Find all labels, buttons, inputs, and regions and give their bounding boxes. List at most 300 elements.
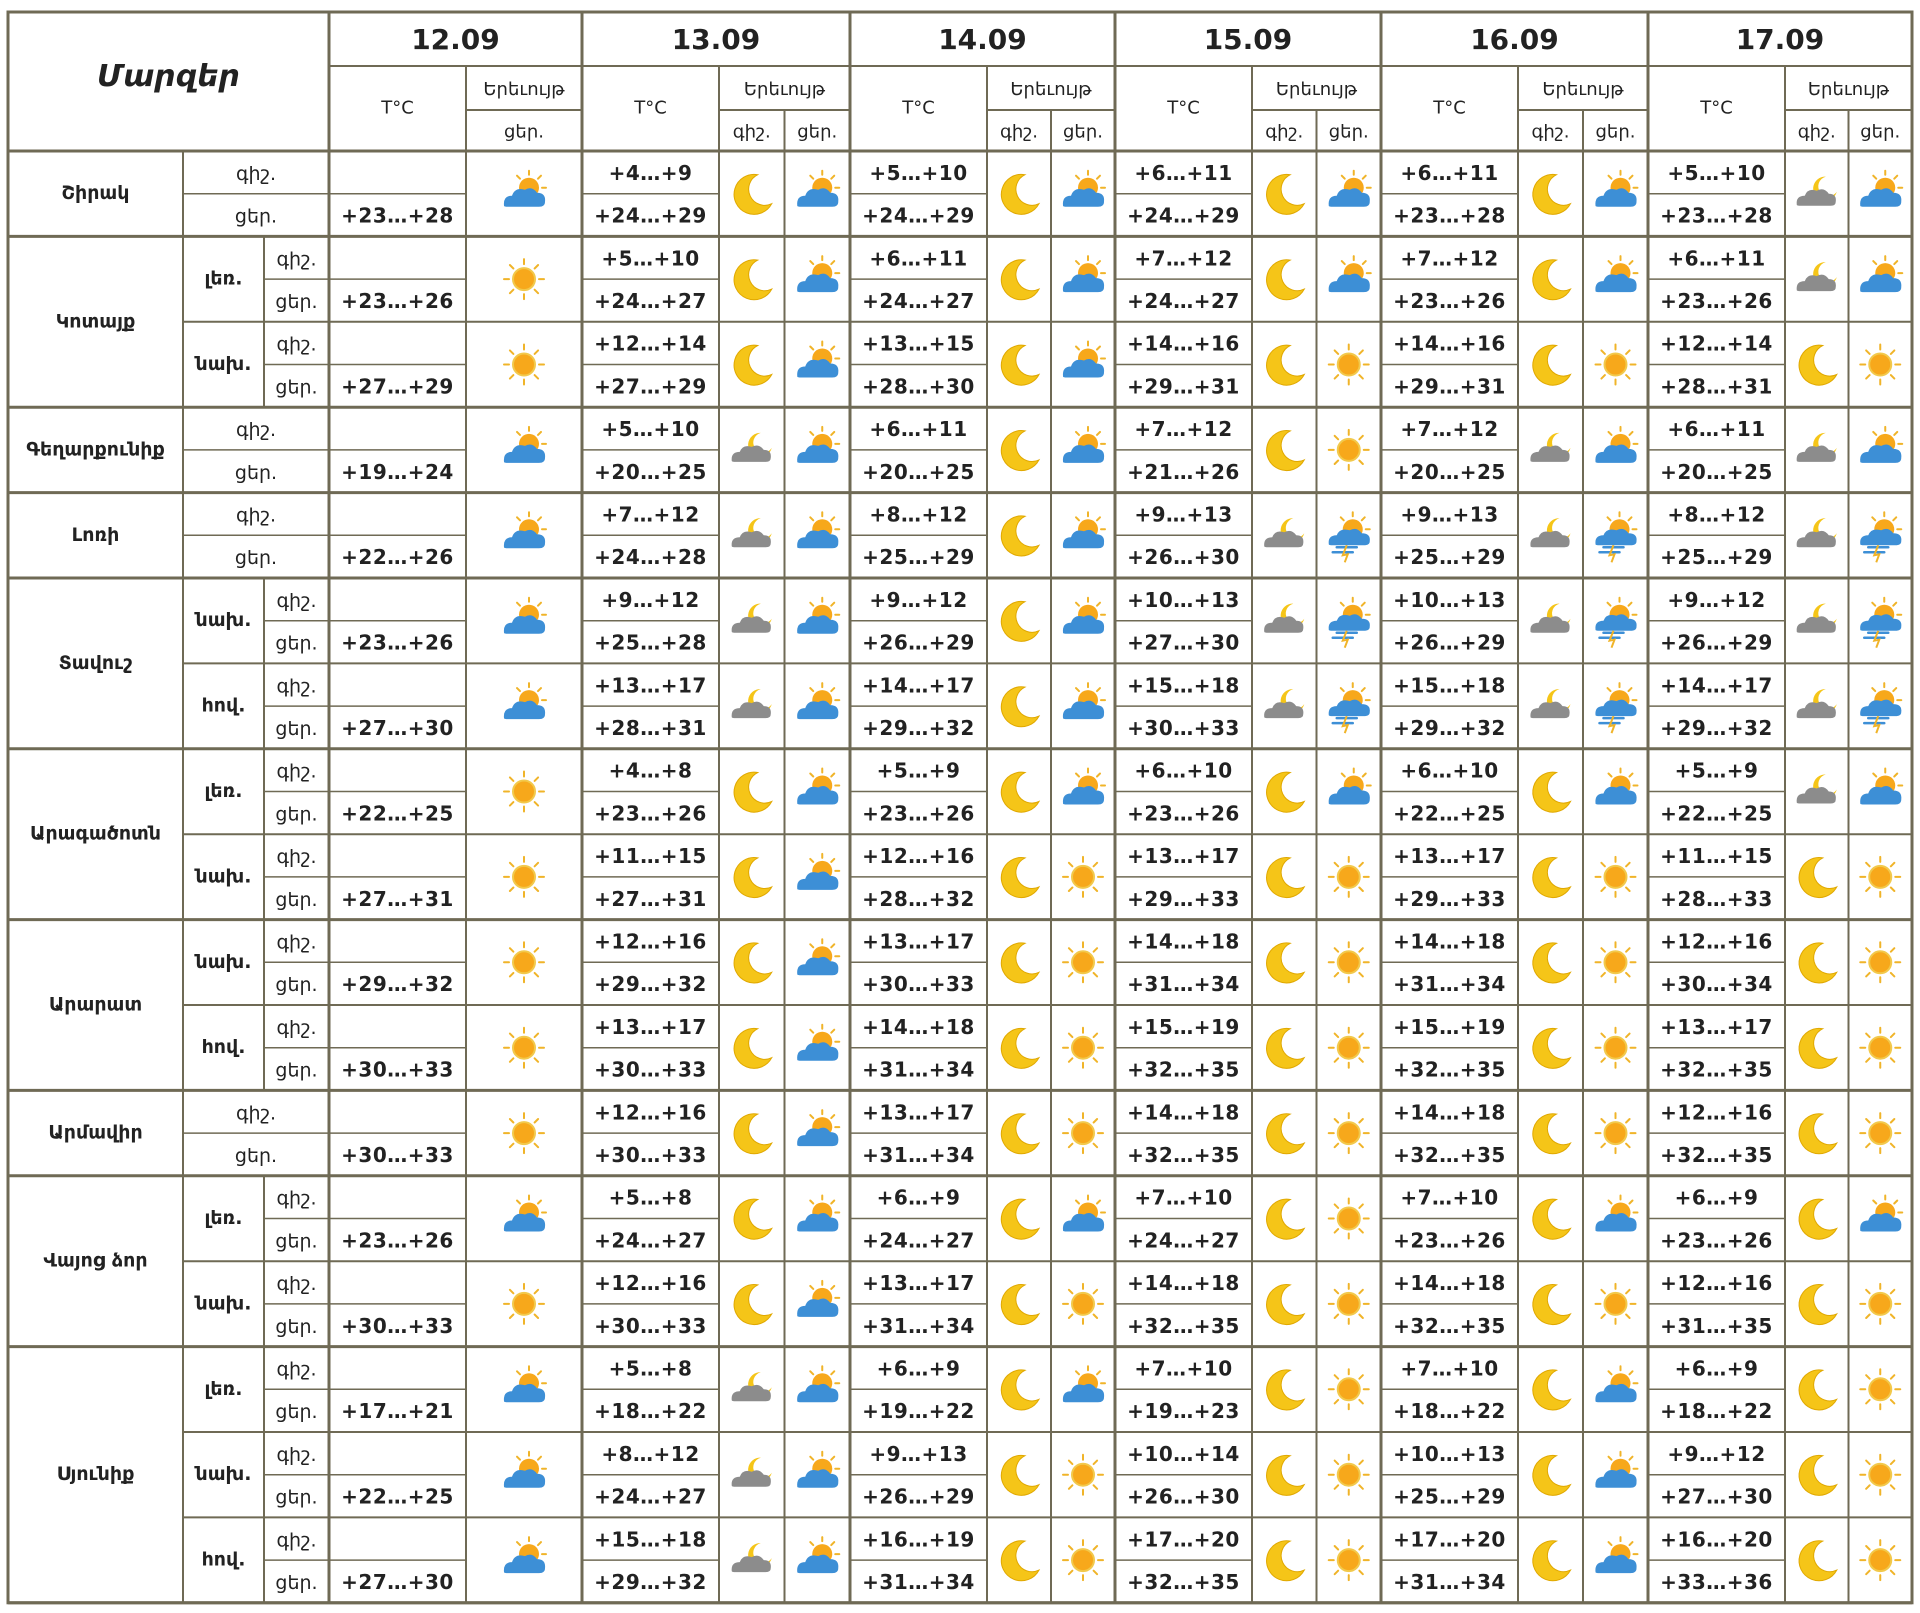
moon-icon — [1267, 1285, 1305, 1325]
weather-column-header: Երեւույթ — [1807, 79, 1890, 100]
night-temperature: +13…+17 — [862, 1100, 975, 1125]
night-temperature: +9…+12 — [1667, 587, 1766, 612]
day-temperature: +25…+29 — [1660, 545, 1773, 570]
region-name: Արարատ — [48, 993, 143, 1016]
night-temperature: +9…+13 — [869, 1441, 968, 1466]
sub-zone-label: նախ. — [195, 950, 252, 973]
night-temperature: +9…+13 — [1134, 502, 1233, 527]
partly-cloudy-icon — [1329, 256, 1371, 292]
sun-icon — [1063, 1455, 1103, 1495]
moon-icon — [1799, 345, 1837, 385]
partly-cloudy-icon — [1595, 171, 1637, 207]
night-temperature: +14…+16 — [1393, 331, 1506, 356]
sun-icon — [1063, 942, 1103, 982]
day-temperature: +29…+31 — [1393, 374, 1506, 399]
moon-icon — [1001, 687, 1039, 727]
night-temperature: +8…+12 — [601, 1441, 700, 1466]
day-temperature: +23…+28 — [1660, 203, 1773, 228]
weather-column-header: Երեւույթ — [483, 79, 565, 100]
moon-icon — [1799, 1285, 1837, 1325]
day-row-label: ցեր. — [275, 803, 318, 826]
day-temperature: +29…+32 — [862, 715, 975, 740]
night-temperature: +12…+16 — [862, 844, 975, 869]
sun-icon — [1329, 1199, 1369, 1239]
sun-icon — [1063, 1540, 1103, 1580]
thunder-cloud-icon — [1860, 683, 1901, 733]
night-temperature: +12…+16 — [594, 1100, 707, 1125]
sun-icon — [504, 1028, 544, 1068]
night-temperature: +10…+13 — [1393, 1441, 1506, 1466]
moon-icon — [1267, 772, 1305, 812]
partly-cloudy-icon — [797, 598, 839, 634]
day-temperature: +31…+34 — [862, 1313, 975, 1338]
day-temperature: +24…+29 — [594, 203, 707, 228]
region-name: Սյունիք — [56, 1463, 135, 1486]
temp-column-header: T°C — [1167, 97, 1200, 119]
night-row-label: գիշ. — [235, 419, 277, 442]
region-name: Շիրակ — [61, 182, 130, 205]
day-temperature: +23…+28 — [341, 203, 454, 228]
night-cloudy-icon — [1530, 518, 1570, 547]
day-temperature: +30…+33 — [341, 1057, 454, 1082]
day-temperature: +29…+32 — [594, 972, 707, 997]
moon-icon — [734, 174, 772, 214]
day-temperature: +28…+30 — [862, 374, 975, 399]
temp-column-header: T°C — [634, 97, 667, 119]
moon-icon — [1267, 1028, 1305, 1068]
night-temperature: +12…+16 — [594, 929, 707, 954]
moon-icon — [1267, 345, 1305, 385]
sun-icon — [1329, 942, 1369, 982]
partly-cloudy-icon — [797, 256, 839, 292]
partly-cloudy-icon — [1063, 427, 1105, 463]
partly-cloudy-icon — [797, 854, 839, 890]
sun-icon — [504, 857, 544, 897]
weather-column-header: Երեւույթ — [1275, 79, 1358, 100]
night-row-label: գիշ. — [276, 1443, 317, 1466]
partly-cloudy-icon — [1063, 769, 1105, 805]
day-temperature: +32…+35 — [1393, 1313, 1506, 1338]
moon-icon — [1001, 260, 1039, 300]
day-row-label: ցեր. — [275, 1401, 318, 1424]
day-temperature: +30…+33 — [341, 1142, 454, 1167]
moon-icon — [1267, 1199, 1305, 1239]
moon-icon — [734, 1028, 772, 1068]
partly-cloudy-icon — [1860, 769, 1902, 805]
sub-zone-label: լեռ. — [204, 1207, 243, 1229]
day-temperature: +23…+26 — [1393, 288, 1506, 313]
weather-column-header: Երեւույթ — [1010, 79, 1092, 100]
moon-icon — [1799, 1199, 1837, 1239]
moon-icon — [1533, 1455, 1571, 1495]
temp-column-header: T°C — [1700, 97, 1733, 119]
night-cloudy-icon — [1530, 689, 1570, 718]
thunder-cloud-icon — [1860, 598, 1901, 648]
night-temperature: +6…+11 — [1400, 160, 1499, 185]
partly-cloudy-icon — [797, 1110, 839, 1146]
date-header: 12.09 — [411, 23, 500, 56]
night-row-label: գիշ. — [276, 1187, 317, 1210]
sun-icon — [1860, 1455, 1900, 1495]
day-temperature: +25…+29 — [862, 545, 975, 570]
day-temperature: +23…+26 — [1127, 801, 1240, 826]
partly-cloudy-icon — [1063, 171, 1105, 207]
partly-cloudy-icon — [797, 939, 839, 975]
day-temperature: +28…+33 — [1660, 886, 1773, 911]
night-temperature: +14…+18 — [1127, 1271, 1240, 1296]
night-temperature: +6…+11 — [1667, 246, 1766, 271]
moon-icon — [1533, 1114, 1571, 1154]
day-temperature: +27…+31 — [341, 886, 454, 911]
night-temperature: +15…+18 — [1127, 673, 1240, 698]
night-temperature: +9…+12 — [1667, 1441, 1766, 1466]
moon-icon — [1267, 174, 1305, 214]
day-temperature: +26…+29 — [862, 1484, 975, 1509]
day-temperature: +30…+33 — [1127, 715, 1240, 740]
night-temperature: +8…+12 — [1667, 502, 1766, 527]
night-temperature: +5…+10 — [601, 246, 700, 271]
sun-icon — [1329, 857, 1369, 897]
moon-icon — [1533, 943, 1571, 983]
temp-column-header: T°C — [1433, 97, 1466, 119]
night-temperature: +6…+10 — [1134, 758, 1233, 783]
sun-icon — [1860, 857, 1900, 897]
sun-icon — [1329, 1369, 1369, 1409]
day-temperature: +27…+30 — [341, 1569, 454, 1594]
partly-cloudy-icon — [797, 512, 839, 548]
moon-icon — [1001, 431, 1039, 471]
day-temperature: +32…+35 — [1127, 1057, 1240, 1082]
day-row-label: ցեր. — [275, 888, 318, 911]
sun-icon — [1063, 1284, 1103, 1324]
night-temperature: +13…+17 — [1393, 844, 1506, 869]
day-temperature: +27…+29 — [594, 374, 707, 399]
table-title: Մարզեր — [97, 59, 240, 94]
partly-cloudy-icon — [1595, 1196, 1637, 1232]
night-temperature: +7…+12 — [1134, 246, 1233, 271]
night-cloudy-icon — [732, 433, 772, 462]
night-temperature: +7…+12 — [1134, 417, 1233, 442]
weather-column-header: Երեւույթ — [1542, 79, 1624, 100]
day-temperature: +31…+34 — [862, 1142, 975, 1167]
day-temperature: +24…+29 — [862, 203, 975, 228]
partly-cloudy-icon — [1329, 171, 1371, 207]
day-temperature: +29…+32 — [594, 1569, 707, 1594]
night-temperature: +13…+17 — [862, 929, 975, 954]
night-cloudy-icon — [732, 604, 772, 633]
day-temperature: +31…+34 — [1127, 972, 1240, 997]
moon-icon — [1001, 516, 1039, 556]
day-temperature: +29…+33 — [1393, 886, 1506, 911]
day-temperature: +26…+29 — [862, 630, 975, 655]
sun-icon — [1596, 942, 1636, 982]
night-temperature: +13…+17 — [1660, 1014, 1773, 1039]
night-temperature: +13…+17 — [1127, 844, 1240, 869]
night-temperature: +6…+9 — [876, 1185, 961, 1210]
day-row-label: ցեր. — [275, 376, 318, 399]
sun-icon — [1860, 345, 1900, 385]
partly-cloudy-icon — [1063, 683, 1105, 719]
day-row-label: ցեր. — [275, 1315, 318, 1338]
night-cloudy-icon — [732, 1543, 772, 1572]
sub-zone-label: լեռ. — [204, 780, 243, 802]
day-temperature: +20…+25 — [594, 459, 707, 484]
partly-cloudy-icon — [1063, 342, 1105, 378]
day-temperature: +18…+22 — [1393, 1399, 1506, 1424]
night-temperature: +5…+10 — [869, 160, 968, 185]
sun-icon — [1063, 1028, 1103, 1068]
sun-icon — [504, 772, 544, 812]
moon-icon — [1533, 772, 1571, 812]
night-temperature: +9…+13 — [1400, 502, 1499, 527]
partly-cloudy-icon — [504, 427, 546, 463]
night-temperature: +6…+11 — [1667, 417, 1766, 442]
moon-icon — [1001, 345, 1039, 385]
day-temperature: +26…+29 — [1660, 630, 1773, 655]
region-name: Տավուշ — [58, 651, 133, 674]
night-temperature: +7…+12 — [1400, 246, 1499, 271]
moon-icon — [1001, 1199, 1039, 1239]
day-temperature: +25…+29 — [1393, 1484, 1506, 1509]
partly-cloudy-icon — [797, 1196, 839, 1232]
thunder-cloud-icon — [1595, 683, 1636, 733]
day-temperature: +23…+28 — [1393, 203, 1506, 228]
partly-cloudy-icon — [504, 1537, 546, 1573]
sub-zone-label: նախ. — [195, 1463, 252, 1486]
day-temperature: +17…+21 — [341, 1399, 454, 1424]
thunder-cloud-icon — [1329, 683, 1370, 733]
night-temperature: +11…+15 — [1660, 844, 1773, 869]
day-temperature: +24…+27 — [594, 1228, 707, 1253]
day-temperature: +27…+31 — [594, 886, 707, 911]
night-temperature: +14…+18 — [862, 1014, 975, 1039]
sub-zone-label: հով. — [201, 1548, 246, 1571]
night-row-label: գիշ. — [276, 333, 317, 356]
moon-icon — [734, 345, 772, 385]
day-temperature: +19…+22 — [862, 1399, 975, 1424]
partly-cloudy-icon — [1595, 1366, 1637, 1402]
thunder-cloud-icon — [1595, 512, 1636, 562]
sun-icon — [1329, 1028, 1369, 1068]
sun-icon — [504, 942, 544, 982]
weather-column-header: Երեւույթ — [743, 79, 826, 100]
night-row-label: գիշ. — [276, 1358, 317, 1381]
day-column-header: ցեր. — [1860, 121, 1901, 143]
date-header: 16.09 — [1470, 23, 1559, 56]
region-name: Վայոց ձոր — [43, 1249, 148, 1272]
day-temperature: +29…+32 — [341, 972, 454, 997]
night-temperature: +15…+18 — [594, 1527, 707, 1552]
moon-icon — [734, 772, 772, 812]
night-temperature: +12…+16 — [1660, 1271, 1773, 1296]
night-temperature: +7…+10 — [1400, 1185, 1499, 1210]
night-cloudy-icon — [732, 518, 772, 547]
night-temperature: +5…+9 — [1674, 758, 1759, 783]
night-temperature: +6…+11 — [869, 417, 968, 442]
moon-icon — [1267, 431, 1305, 471]
moon-icon — [734, 858, 772, 898]
date-header: 17.09 — [1735, 23, 1825, 56]
region-name: Կոտայք — [55, 310, 136, 333]
moon-icon — [1533, 345, 1571, 385]
night-temperature: +7…+12 — [601, 502, 700, 527]
thunder-cloud-icon — [1329, 512, 1370, 562]
partly-cloudy-icon — [504, 512, 546, 548]
sun-icon — [1329, 430, 1369, 470]
moon-icon — [734, 1285, 772, 1325]
night-cloudy-icon — [732, 1458, 772, 1487]
partly-cloudy-icon — [1063, 598, 1105, 634]
sun-icon — [1329, 1113, 1369, 1153]
day-temperature: +30…+33 — [594, 1142, 707, 1167]
partly-cloudy-icon — [1595, 769, 1637, 805]
partly-cloudy-icon — [797, 1537, 839, 1573]
night-temperature: +13…+17 — [862, 1271, 975, 1296]
day-temperature: +33…+36 — [1660, 1569, 1773, 1594]
sun-icon — [1596, 857, 1636, 897]
day-row-label: ցեր. — [234, 547, 278, 570]
thunder-cloud-icon — [1595, 598, 1636, 648]
sub-zone-label: նախ. — [195, 865, 252, 888]
sun-icon — [1329, 345, 1369, 385]
day-temperature: +32…+35 — [1660, 1142, 1773, 1167]
day-row-label: ցեր. — [275, 632, 318, 655]
sun-icon — [1596, 1284, 1636, 1324]
night-temperature: +4…+8 — [608, 758, 693, 783]
day-temperature: +22…+25 — [341, 801, 454, 826]
night-cloudy-icon — [1264, 689, 1304, 718]
partly-cloudy-icon — [797, 1281, 839, 1317]
day-temperature: +23…+26 — [341, 288, 454, 313]
sun-icon — [1860, 1540, 1900, 1580]
day-temperature: +24…+29 — [1127, 203, 1240, 228]
day-temperature: +18…+22 — [1660, 1399, 1773, 1424]
day-temperature: +22…+26 — [341, 545, 454, 570]
day-row-label: ցեր. — [234, 1144, 278, 1167]
day-temperature: +31…+35 — [1660, 1313, 1773, 1338]
day-temperature: +29…+33 — [1127, 886, 1240, 911]
partly-cloudy-icon — [797, 1025, 839, 1061]
moon-icon — [734, 943, 772, 983]
night-cloudy-icon — [732, 1372, 772, 1401]
day-row-label: ցեր. — [275, 1571, 318, 1594]
day-temperature: +30…+34 — [1660, 972, 1773, 997]
moon-icon — [1799, 1028, 1837, 1068]
moon-icon — [1533, 174, 1571, 214]
thunder-cloud-icon — [1860, 512, 1901, 562]
night-column-header: գիշ. — [1000, 121, 1038, 143]
moon-icon — [1799, 858, 1837, 898]
day-column-header: ցեր. — [1595, 121, 1636, 143]
moon-icon — [1001, 1114, 1039, 1154]
moon-icon — [1799, 1541, 1837, 1581]
night-temperature: +14…+17 — [862, 673, 975, 698]
night-temperature: +14…+17 — [1660, 673, 1773, 698]
moon-icon — [1267, 1455, 1305, 1495]
night-temperature: +12…+16 — [594, 1271, 707, 1296]
day-column-header: ցեր. — [1063, 121, 1103, 143]
moon-icon — [1001, 1370, 1039, 1410]
day-temperature: +26…+29 — [1393, 630, 1506, 655]
night-row-label: գիշ. — [276, 1529, 317, 1552]
night-temperature: +15…+18 — [1393, 673, 1506, 698]
night-temperature: +14…+18 — [1127, 929, 1240, 954]
sun-icon — [504, 1284, 544, 1324]
sub-zone-label: նախ. — [195, 1292, 252, 1315]
day-temperature: +29…+31 — [1127, 374, 1240, 399]
sun-icon — [1063, 857, 1103, 897]
day-temperature: +22…+25 — [341, 1484, 454, 1509]
night-cloudy-icon — [1797, 518, 1837, 547]
day-temperature: +24…+28 — [594, 545, 707, 570]
night-temperature: +13…+17 — [594, 673, 707, 698]
partly-cloudy-icon — [797, 1452, 839, 1488]
partly-cloudy-icon — [504, 1196, 546, 1232]
day-temperature: +28…+31 — [594, 715, 707, 740]
day-temperature: +30…+33 — [862, 972, 975, 997]
partly-cloudy-icon — [797, 342, 839, 378]
day-column-header: ցեր. — [797, 121, 838, 143]
date-header: 14.09 — [938, 23, 1027, 56]
partly-cloudy-icon — [504, 171, 546, 207]
day-temperature: +24…+27 — [862, 1228, 975, 1253]
night-temperature: +17…+20 — [1393, 1527, 1506, 1552]
day-temperature: +32…+35 — [1127, 1313, 1240, 1338]
temp-column-header: T°C — [381, 97, 414, 119]
sun-icon — [1860, 1028, 1900, 1068]
moon-icon — [1001, 1455, 1039, 1495]
day-temperature: +26…+30 — [1127, 1484, 1240, 1509]
sun-icon — [1596, 1028, 1636, 1068]
moon-icon — [1799, 1370, 1837, 1410]
night-cloudy-icon — [1530, 604, 1570, 633]
day-temperature: +27…+30 — [1660, 1484, 1773, 1509]
moon-icon — [1267, 1114, 1305, 1154]
night-temperature: +7…+12 — [1400, 417, 1499, 442]
night-cloudy-icon — [1797, 262, 1837, 291]
sun-icon — [1860, 942, 1900, 982]
night-temperature: +16…+20 — [1660, 1527, 1773, 1552]
partly-cloudy-icon — [1595, 1537, 1637, 1573]
day-temperature: +20…+25 — [862, 459, 975, 484]
day-row-label: ցեր. — [275, 1486, 318, 1509]
night-cloudy-icon — [1797, 604, 1837, 633]
sun-icon — [504, 1113, 544, 1153]
day-temperature: +25…+28 — [594, 630, 707, 655]
night-temperature: +7…+10 — [1400, 1356, 1499, 1381]
day-column-header: ցեր. — [504, 121, 544, 143]
sun-icon — [1329, 1540, 1369, 1580]
day-temperature: +31…+34 — [862, 1057, 975, 1082]
sun-icon — [1860, 1284, 1900, 1324]
night-column-header: գիշ. — [1265, 121, 1304, 143]
day-row-label: ցեր. — [234, 205, 278, 228]
moon-icon — [734, 1199, 772, 1239]
moon-icon — [1001, 1285, 1039, 1325]
night-temperature: +12…+16 — [1660, 1100, 1773, 1125]
sub-zone-label: լեռ. — [204, 267, 243, 290]
night-row-label: գիշ. — [276, 589, 317, 612]
moon-icon — [734, 260, 772, 300]
sub-zone-label: հով. — [201, 1036, 246, 1059]
night-temperature: +14…+16 — [1127, 331, 1240, 356]
sun-icon — [1596, 1113, 1636, 1153]
night-row-label: գիշ. — [276, 760, 317, 783]
day-temperature: +23…+26 — [341, 630, 454, 655]
moon-icon — [1001, 174, 1039, 214]
night-cloudy-icon — [1264, 604, 1304, 633]
moon-icon — [1001, 772, 1039, 812]
